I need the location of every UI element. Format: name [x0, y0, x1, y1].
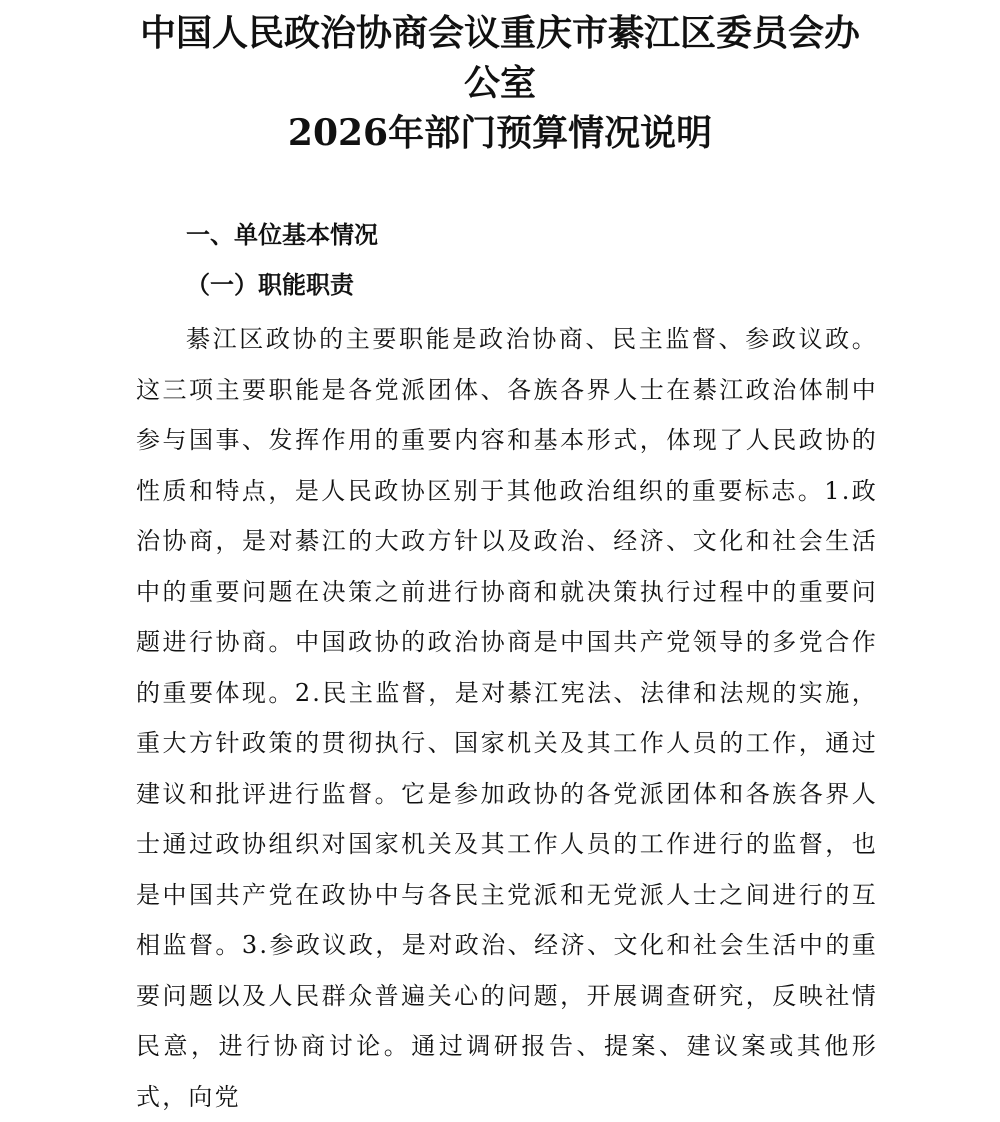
document-title-line-1: 中国人民政治协商会议重庆市綦江区委员会办	[139, 12, 860, 54]
subsection-heading-functions: （一）职能职责	[186, 271, 354, 299]
document-title-line-2: 公室	[463, 62, 536, 104]
functions-paragraph: 綦江区政协的主要职能是政治协商、民主监督、参政议政。这三项主要职能是各党派团体、各族各界人士在綦江政治体制中参与国事、发挥作用的重要内容和基本形式，体现了人民政协的性质和特点，是人民政协区别于其他政治组织的重要标志。1.政治协商，是对綦江的大政方针以及政治、经济、文化和社会生活中的重要问题在决策之前进行协商和就决策执行过程中的重要问题进行协商。中国政协的政治协商是中国共产党领导的多党合作的重要体现。2.民主监督，是对綦江宪法、法律和法规的实施，重大方针政策的贯彻执行、国家机关及其工作人员的工作，通过建议和批评进行监督。它是参加政协的各党派团体和各族各界人士通过政协组织对国家机关及其工作人员的工作进行的监督，也是中国共产党在政协中与各民主党派和无党派人士之间进行的互相监督。3.参政议政，是对政治、经济、文化和社会生活中的重要问题以及人民群众普遍关心的问题，开展调查研究，反映社情民意，进行协商讨论。通过调研报告、提案、建议案或其他形式，向党	[136, 325, 878, 1111]
section-heading-unit-basic-info: 一、单位基本情况	[186, 221, 378, 249]
document-title-line-3: 2026年部门预算情况说明	[287, 112, 713, 154]
